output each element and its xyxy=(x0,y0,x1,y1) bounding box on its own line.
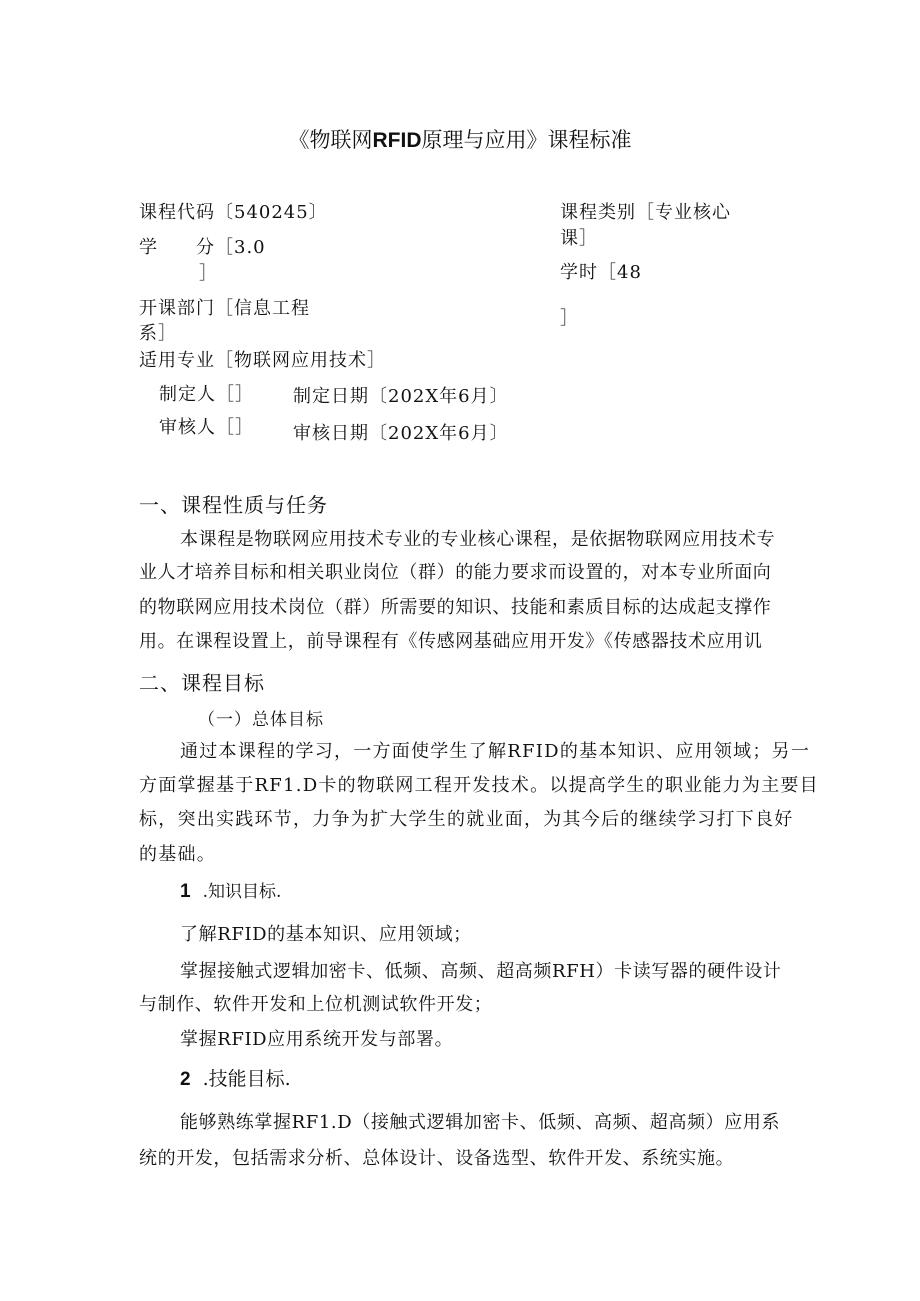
knowledge-goal-number: 1 xyxy=(180,881,191,902)
skills-line: 能够熟练掌握RF1.D（接触式逻辑加密卡、低频、高频、超高频）应用系 xyxy=(180,1112,781,1133)
knowledge-line: 了解RFID的基本知识、应用领域； xyxy=(180,924,472,945)
overview-line: 通过本课程的学习，一方面使学生了解RFID的基本知识、应用领域；另一 xyxy=(180,741,811,762)
review-date: 审核日期〔202X年6月〕 xyxy=(293,423,509,444)
section1-line: 本课程是物联网应用技术专业的专业核心课程，是依据物联网应用技术专 xyxy=(180,529,776,550)
skills-line: 统的开发，包括需求分析、总体设计、设备选型、软件开发、系统实施。 xyxy=(139,1148,735,1169)
skills-goal-number: 2 xyxy=(180,1069,191,1090)
overview-subheading: （一）总体目标 xyxy=(198,710,324,730)
department-line1: 开课部门［信息工程 xyxy=(139,298,310,319)
knowledge-goal-heading xyxy=(180,877,281,903)
course-category-line2: 课］ xyxy=(560,228,598,249)
reviewer: 审核人［］ xyxy=(159,417,254,438)
title-open: 《物联网 xyxy=(288,128,373,152)
skills-goal-heading xyxy=(180,1064,291,1091)
overview-line: 的基础。 xyxy=(139,844,216,865)
section1-heading: 一、课程性质与任务 xyxy=(139,493,328,517)
document-title xyxy=(0,124,920,154)
credits-line1: 学 分［3.0 xyxy=(139,237,266,258)
overview-line: 标，突出实践环节，力争为扩大学生的就业面，为其今后的继续学习打下良好 xyxy=(139,809,794,830)
knowledge-goal-label: .知识目标. xyxy=(202,882,282,902)
author: 制定人［］ xyxy=(159,384,254,405)
credits-line2: ］ xyxy=(199,263,218,284)
overview-line: 方面掌握基于RF1.D卡的物联网工程开发技术。以提高学生的职业能力为主要目 xyxy=(139,775,819,796)
course-hours-line1: 学时［48 xyxy=(560,262,642,283)
section1-line: 的物联网应用技术岗位（群）所需要的知识、技能和素质目标的达成起支撑作 xyxy=(139,597,772,618)
department-line2: 系］ xyxy=(139,323,177,344)
course-category-line1: 课程类别［专业核心 xyxy=(560,202,731,223)
knowledge-line: 掌握RFID应用系统开发与部署。 xyxy=(180,1029,454,1050)
course-code: 课程代码〔540245〕 xyxy=(139,202,328,223)
knowledge-line: 与制作、软件开发和上位机测试软件开发； xyxy=(139,994,493,1015)
course-hours-line2: ］ xyxy=(560,308,579,329)
knowledge-line: 掌握接触式逻辑加密卡、低频、高频、超高频RFH）卡读写器的硬件设计 xyxy=(180,961,782,982)
author-date: 制定日期〔202X年6月〕 xyxy=(293,386,509,407)
skills-goal-label: .技能目标. xyxy=(202,1068,291,1090)
section1-line: 业人才培养目标和相关职业岗位（群）的能力要求而设置的，对本专业所面向 xyxy=(139,562,772,583)
title-bold: RFID xyxy=(372,129,422,152)
section2-heading: 二、课程目标 xyxy=(139,671,265,695)
section1-line: 用。在课程设置上，前导课程有《传感网基础应用开发》《传感器技术应用讥 xyxy=(139,631,763,652)
applicable-major: 适用专业［物联网应用技术］ xyxy=(139,350,386,371)
title-close: 原理与应用》课程标准 xyxy=(421,128,632,152)
